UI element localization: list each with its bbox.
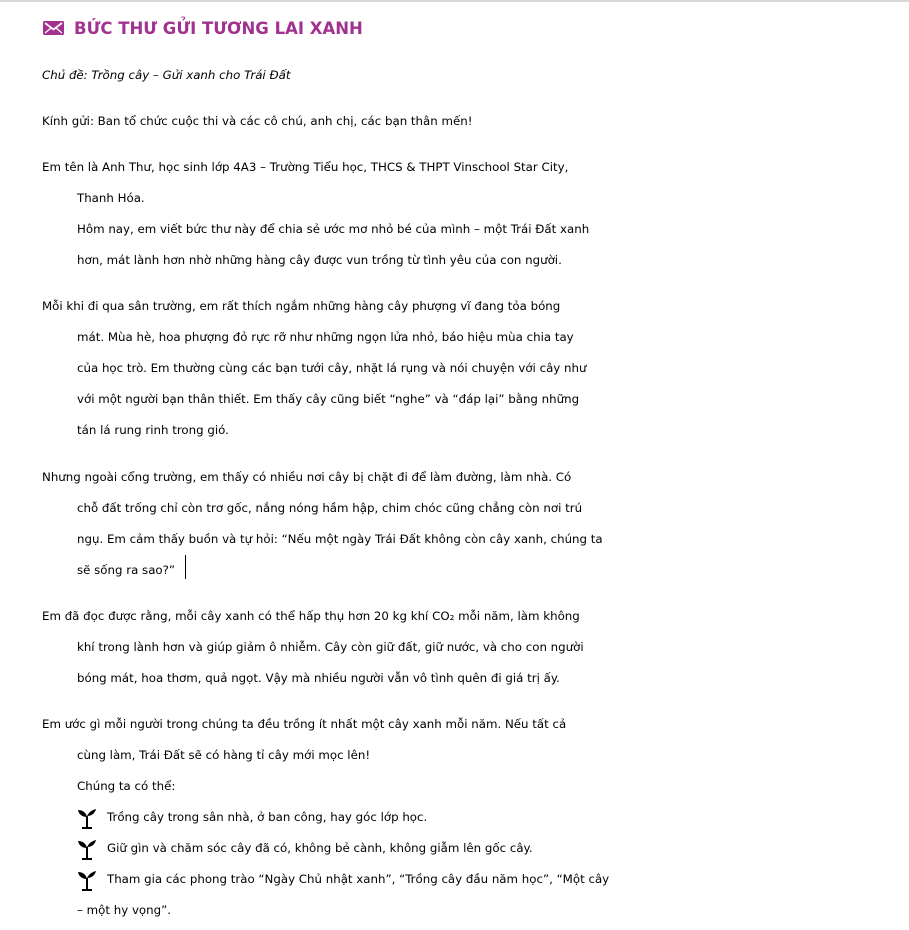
bullet-item[interactable] [42, 802, 864, 833]
bullet-text[interactable]: Giữ gìn và chăm sóc cây đã có, không bẻ cành, không giẫm lên gốc cây. [107, 841, 533, 855]
bullet-text[interactable]: Trồng cây trong sân nhà, ở ban công, hay góc lớp học. [107, 810, 428, 824]
paragraph-line[interactable]: Em tên là Anh Thư, học sinh lớp 4A3 – Trường Tiểu học, THCS & THPT Vinschool Star City, [42, 160, 569, 174]
paragraph-line[interactable]: tán lá rung rinh trong gió. [77, 423, 229, 437]
bullet-text[interactable]: Tham gia các phong trào “Ngày Chủ nhật xanh”, “Trồng cây đầu năm học”, “Một cây [107, 872, 610, 886]
greeting-paragraph[interactable] [42, 106, 864, 137]
paragraph-line[interactable]: Nhưng ngoài cổng trường, em thấy có nhiều nơi cây bị chặt đi để làm đường, làm nhà. Có [42, 470, 572, 484]
paragraph-line[interactable]: Hôm nay, em viết bức thư này để chia sẻ ước mơ nhỏ bé của mình – một Trái Đất xanh [77, 222, 590, 236]
heading-text[interactable]: BỨC THƯ GỬI TƯƠNG LAI XANH [74, 18, 363, 38]
paragraph-line[interactable]: ngụ. Em cảm thấy buồn và tự hỏi: “Nếu một ngày Trái Đất không còn cây xanh, chúng ta [77, 532, 603, 546]
paragraph-line[interactable]: Em đã đọc được rằng, mỗi cây xanh có thể hấp thụ hơn 20 kg khí CO₂ mỗi năm, làm không [42, 609, 580, 623]
paragraph-line[interactable]: Chúng ta có thể: [77, 779, 176, 793]
sprout-icon [77, 869, 97, 891]
paragraph-line[interactable]: bóng mát, hoa thơm, quả ngọt. Vậy mà nhiều người vẫn vô tình quên đi giá trị ấy. [77, 671, 560, 685]
sprout-icon [77, 807, 97, 829]
paragraph-line[interactable]: sẽ sống ra sao?” [77, 563, 176, 577]
paragraph-line[interactable]: Mỗi khi đi qua sân trường, em rất thích ngắm những hàng cây phượng vĩ đang tỏa bóng [42, 299, 561, 313]
paragraph-line[interactable]: Thanh Hóa. [77, 191, 145, 205]
paragraph-line[interactable]: Em ước gì mỗi người trong chúng ta đều trồng ít nhất một cây xanh mỗi năm. Nếu tất cả [42, 717, 567, 731]
bullet-item[interactable] [42, 864, 864, 895]
text-cursor [185, 555, 186, 579]
paragraph-line-with-caret[interactable] [42, 555, 864, 586]
greeting-text[interactable]: Kính gửi: Ban tổ chức cuộc thi và các cô chú, anh chị, các bạn thân mến! [42, 114, 473, 128]
paragraph-wish[interactable] [42, 709, 864, 926]
sprout-icon [77, 838, 97, 860]
subject-text[interactable]: Chủ đề: Trồng cây – Gửi xanh cho Trái Đất [42, 68, 291, 82]
paragraph-line[interactable]: khí trong lành hơn và giúp giảm ô nhiễm. Cây còn giữ đất, giữ nước, và cho con người [77, 640, 584, 654]
paragraph-line[interactable]: với một người bạn thân thiết. Em thấy cây cũng biết “nghe” và “đáp lại” bằng những [77, 392, 580, 406]
subject-line[interactable] [42, 60, 864, 91]
bullet-item[interactable] [42, 833, 864, 864]
paragraph-intro[interactable] [42, 152, 864, 276]
paragraph-facts[interactable] [42, 601, 864, 694]
paragraph-concern[interactable] [42, 462, 864, 586]
paragraph-line[interactable]: của học trò. Em thường cùng các bạn tưới cây, nhặt lá rụng và nói chuyện với cây như [77, 361, 587, 375]
paragraph-line[interactable]: chỗ đất trống chỉ còn trơ gốc, nắng nóng hầm hập, chim chóc cũng chẳng còn nơi trú [77, 501, 583, 515]
paragraph-line[interactable]: mát. Mùa hè, hoa phượng đỏ rực rỡ như những ngọn lửa nhỏ, báo hiệu mùa chia tay [77, 330, 574, 344]
letter-heading[interactable] [42, 14, 363, 42]
envelope-icon [42, 19, 65, 37]
page-top-edge [0, 0, 909, 2]
bullet-continuation[interactable]: – một hy vọng”. [77, 903, 171, 917]
paragraph-line[interactable]: hơn, mát lành hơn nhờ những hàng cây được vun trồng từ tình yêu của con người. [77, 253, 562, 267]
paragraph-schoolyard[interactable] [42, 291, 864, 446]
paragraph-line[interactable]: cùng làm, Trái Đất sẽ có hàng tỉ cây mới mọc lên! [77, 748, 371, 762]
